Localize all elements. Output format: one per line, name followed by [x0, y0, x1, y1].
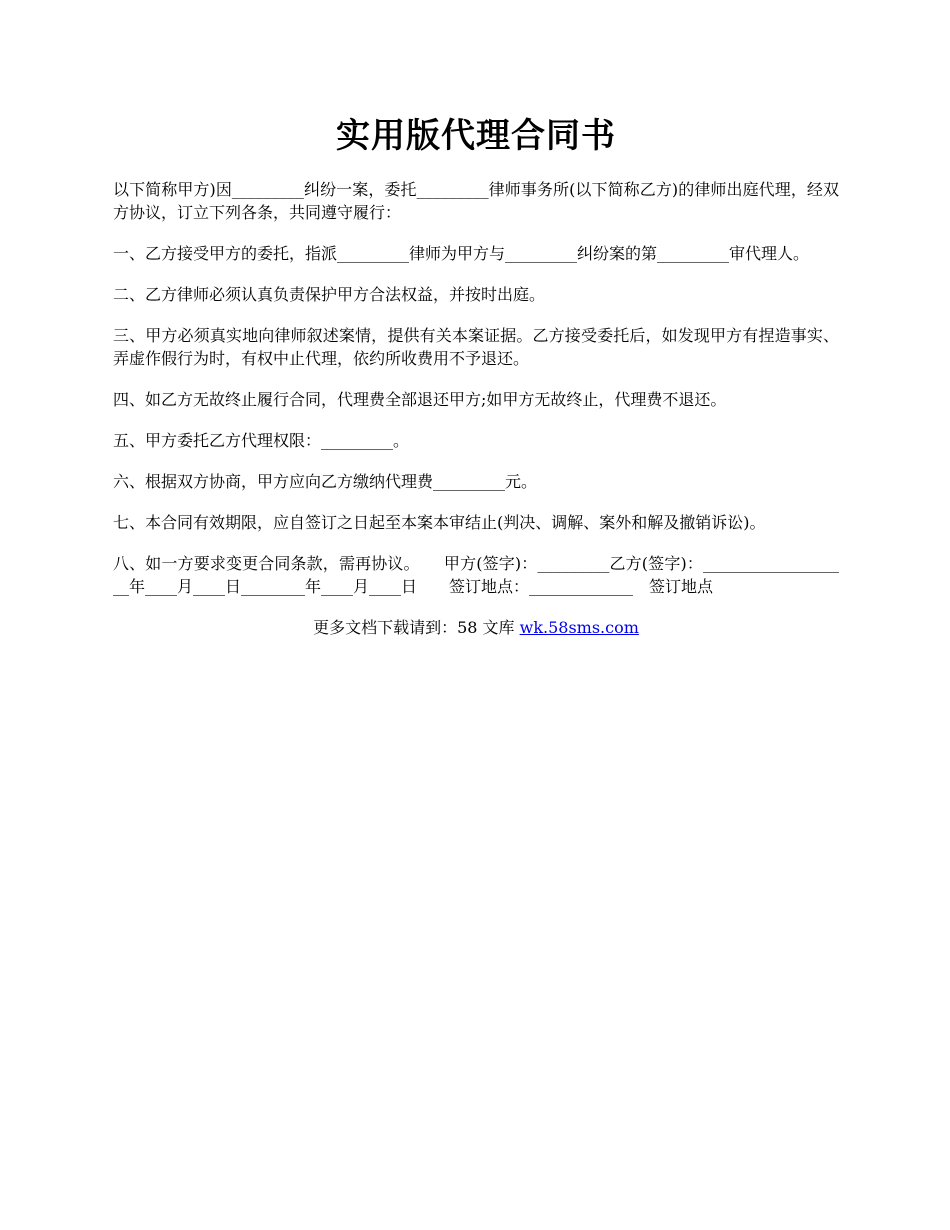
paragraph-clause-4: 四、如乙方无故终止履行合同，代理费全部退还甲方;如甲方无故终止，代理费不退还。	[113, 390, 727, 409]
paragraph-intro: 以下简称甲方)因_________纠纷一案，委托_________律师事务所(以下简称乙方)的律师出庭代理，经双方协议，订立下列各条，共同遵守履行：	[113, 180, 839, 222]
paragraph-clause-8: 八、如一方要求变更合同条款，需再协议。 甲方(签字)：_________乙方(签字)：___________________年____月____日________年____月____日 签订地点：_____________ 签订地点	[113, 554, 839, 596]
paragraph-clause-3: 三、甲方必须真实地向律师叙述案情，提供有关本案证据。乙方接受委托后，如发现甲方有捏造事实、弄虚作假行为时，有权中止代理，依约所收费用不予退还。	[113, 326, 839, 368]
paragraph-clause-7: 七、本合同有效期限，应自签订之日起至本案本审结止(判决、调解、案外和解及撤销诉讼)。	[113, 513, 766, 532]
document-page	[113, 110, 839, 639]
footer-text: 更多文档下载请到：58 文库	[313, 618, 520, 637]
document-title: 实用版代理合同书	[336, 116, 616, 156]
paragraph-clause-5: 五、甲方委托乙方代理权限：_________。	[113, 431, 410, 450]
download-footer	[113, 616, 839, 639]
paragraph-clause-6: 六、根据双方协商，甲方应向乙方缴纳代理费_________元。	[113, 472, 538, 491]
paragraph-clause-1: 一、乙方接受甲方的委托，指派_________律师为甲方与_________纠纷案的第_________审代理人。	[113, 244, 810, 263]
paragraph-clause-2: 二、乙方律师必须认真负责保护甲方合法权益，并按时出庭。	[113, 285, 546, 304]
footer-link[interactable]: wk.58sms.com	[519, 618, 639, 637]
